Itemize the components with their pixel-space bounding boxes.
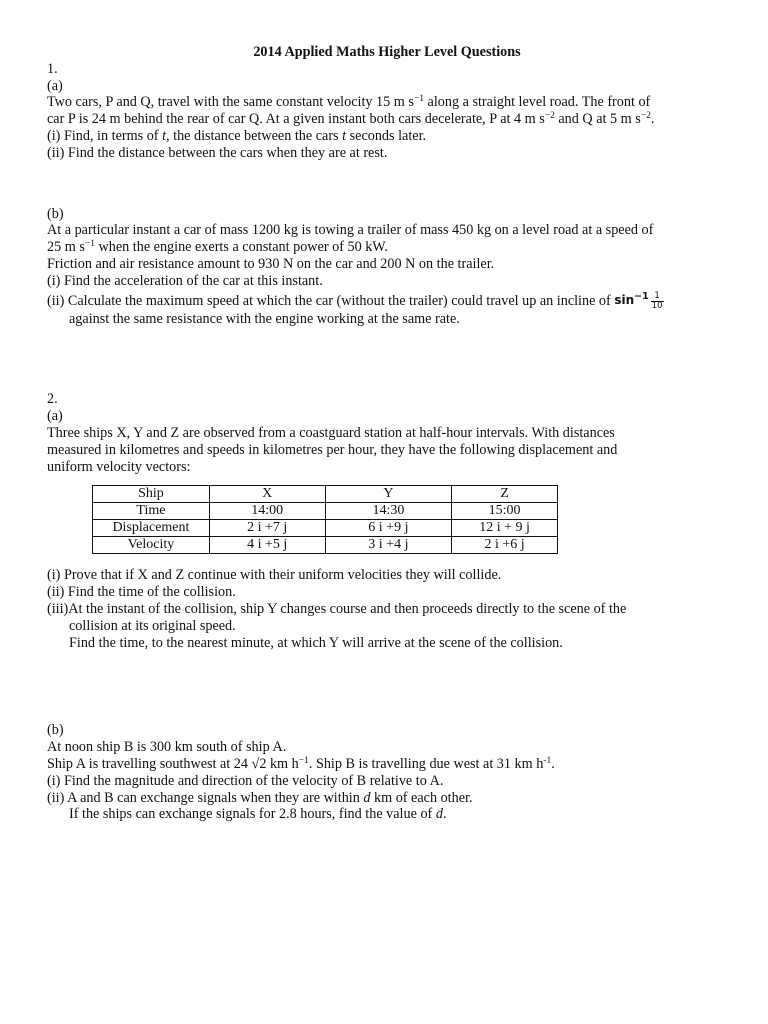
table-cell: 2 i +7 j <box>209 520 325 537</box>
q1b-label: (b) <box>47 205 64 222</box>
exam-page <box>47 44 719 823</box>
q1b-text-line3: Friction and air resistance amount to 930 N on the car and 200 N on the trailer. <box>47 255 495 272</box>
q1b-text-line2: 25 m $s^{-1}$ when the engine exerts a constant power of 50 kW. <box>47 239 388 256</box>
q2a-part-iii-cont2: Find the time, to the nearest minute, at which Y will arrive at the scene of the collision. <box>69 634 563 651</box>
q2b-text-line2: Ship A is travelling southwest at 24 √2 km $h^{-1}$. Ship B is travelling due west at 31 km $h^{-1}$. <box>47 755 555 772</box>
table-cell: 3 i +4 j <box>325 537 452 554</box>
table-cell: 12 i + 9 j <box>452 520 558 537</box>
table-cell: X <box>209 486 325 503</box>
table-cell: Y <box>325 486 452 503</box>
table-cell: 2 i +6 j <box>452 537 558 554</box>
ships-table <box>92 485 558 554</box>
q2a-part-iii: (iii)At the instant of the collision, ship Y changes course and then proceeds directly to the scene of the <box>47 600 627 617</box>
q2b-part-ii-cont: If the ships can exchange signals for 2.8 hours, find the value of d. <box>69 806 447 823</box>
q1b-part-ii: (ii) Calculate the maximum speed at which the car (without the trailer) could travel up an incline of $\sin^{-1}$ $\frac{1}{10}$ <box>47 290 663 311</box>
table-cell: Displacement <box>93 520 210 537</box>
page-title: 2014 Applied Maths Higher Level Questions <box>253 44 521 60</box>
table-cell: 4 i +5 j <box>209 537 325 554</box>
table-cell: Ship <box>93 486 210 503</box>
table-cell: Time <box>93 503 210 520</box>
q1b-part-ii-cont: against the same resistance with the engine working at the same rate. <box>69 310 460 327</box>
q2b-part-ii: (ii) A and B can exchange signals when they are within d km of each other. <box>47 789 473 806</box>
q2a-text-line1: Three ships X, Y and Z are observed from a coastguard station at half-hour intervals. With distances <box>47 424 615 441</box>
q1b-part-i: (i) Find the acceleration of the car at this instant. <box>47 272 323 289</box>
q2a-text-line2: measured in kilometres and speeds in kilometres per hour, they have the following displacement and <box>47 441 618 458</box>
table-cell: 14:30 <box>325 503 452 520</box>
table-row <box>93 503 558 520</box>
table-cell: Velocity <box>93 537 210 554</box>
q2a-part-ii: (ii) Find the time of the collision. <box>47 584 236 601</box>
table-cell: 15:00 <box>452 503 558 520</box>
inverse-sine-expression: $\sin^{-1}$ <box>614 291 649 308</box>
q1a-part-ii: (ii) Find the distance between the cars when they are at rest. <box>47 144 388 161</box>
table-cell: 14:00 <box>209 503 325 520</box>
fraction-one-tenth: $\frac{1}{10}$ <box>651 290 663 311</box>
q1-number: 1. <box>47 60 58 77</box>
q2a-part-iii-cont: collision at its original speed. <box>69 617 236 634</box>
table-row <box>93 537 558 554</box>
q2a-text-line3: uniform velocity vectors: <box>47 458 191 475</box>
q2b-label: (b) <box>47 722 64 739</box>
q2b-text-line1: At noon ship B is 300 km south of ship A. <box>47 739 287 756</box>
q1a-part-i: (i) Find, in terms of t, the distance between the cars t seconds later. <box>47 127 427 144</box>
table-cell: Z <box>452 486 558 503</box>
q2b-part-i: (i) Find the magnitude and direction of the velocity of B relative to A. <box>47 772 444 789</box>
q1b-text-line1: At a particular instant a car of mass 1200 kg is towing a trailer of mass 450 kg on a level road at a speed of <box>47 222 654 239</box>
q1a-label: (a) <box>47 77 63 94</box>
q2a-part-i: (i) Prove that if X and Z continue with their uniform velocities they will collide. <box>47 567 502 584</box>
q2a-label: (a) <box>47 408 63 425</box>
table-cell: 6 i +9 j <box>325 520 452 537</box>
q1a-text-line2: car P is 24 m behind the rear of car Q. At a given instant both cars decelerate, P at 4 m $s^{-2}$ and Q at 5 m $s^{-2}$. <box>47 111 655 128</box>
table-header-row <box>93 486 558 503</box>
table-row <box>93 520 558 537</box>
q1a-text-line1: Two cars, P and Q, travel with the same constant velocity 15 m $s^{-1}$ along a straight level road. The front of <box>47 94 651 111</box>
q2-number: 2. <box>47 391 58 408</box>
